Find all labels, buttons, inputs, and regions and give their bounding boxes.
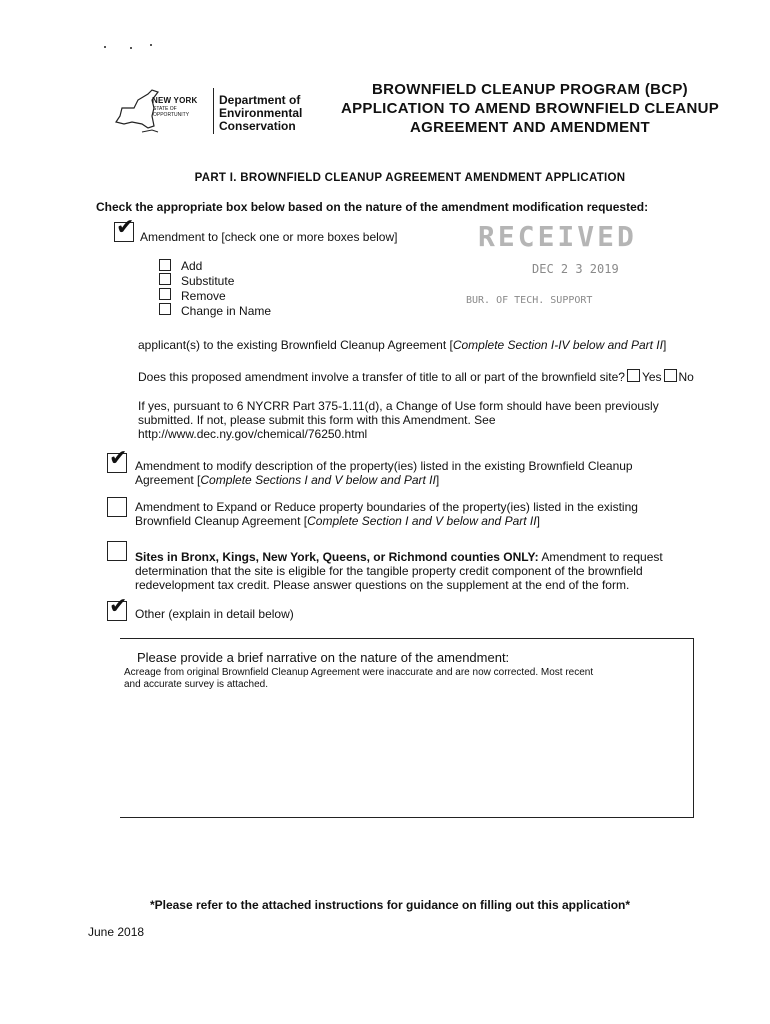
logo-divider xyxy=(213,88,214,134)
checkbox-modify-description[interactable] xyxy=(107,446,128,473)
narrative-text: Acreage from original Brownfield Cleanup Agreement were inaccurate and are now corrected. Most recent and accurate survey is attached. xyxy=(124,667,594,690)
sub-option-substitute-label: Substitute xyxy=(181,274,235,288)
applicant-text: applicant(s) to the existing Brownfield Cleanup Agreement [Complete Section I-IV below and Part II] xyxy=(138,338,667,352)
form-date: June 2018 xyxy=(88,925,145,939)
option-expand-reduce-label: Amendment to Expand or Reduce property boundaries of the property(ies) listed in the existing Brownfield Cleanup Agreement [Complete Section I and V below and Part II] xyxy=(135,500,638,528)
transfer-question: Does this proposed amendment involve a transfer of title to all or part of the brownfield site? Yes No xyxy=(138,370,694,384)
option-nyc-sites-label: Sites in Bronx, Kings, New York, Queens, or Richmond counties ONLY: Amendment to request determination that the site is eligible for the tangible property credit component of the brownfield redevelopment tax credit. Please answer questions on the supplement at the end of the form. xyxy=(135,550,663,592)
narrative-box[interactable] xyxy=(120,638,694,818)
scan-speck xyxy=(104,46,106,48)
option-amend-applicant-label: Amendment to [check one or more boxes below] xyxy=(140,230,398,244)
page-title: BROWNFIELD CLEANUP PROGRAM (BCP) APPLICATION TO AMEND BROWNFIELD CLEANUP AGREEMENT AND AMENDMENT xyxy=(340,81,720,136)
checkmark-icon: ✔ xyxy=(109,446,128,471)
received-stamp-office: BUR. OF TECH. SUPPORT xyxy=(466,295,593,306)
instructions-note: *Please refer to the attached instructions for guidance on filling out this application* xyxy=(149,898,631,912)
option-modify-description-label: Amendment to modify description of the property(ies) listed in the existing Brownfield Cleanup Agreement [Complete Sections I and V below and Part II] xyxy=(135,459,633,487)
checkbox-substitute[interactable] xyxy=(159,273,171,285)
instruction-text: Check the appropriate box below based on the nature of the amendment modification requested: xyxy=(96,200,649,214)
part-title: PART I. BROWNFIELD CLEANUP AGREEMENT AMENDMENT APPLICATION xyxy=(194,172,626,184)
checkbox-transfer-yes[interactable] xyxy=(627,369,640,382)
checkbox-other[interactable] xyxy=(107,594,128,621)
scan-speck xyxy=(150,44,152,46)
logo-state-name: NEW YORK xyxy=(152,96,198,105)
sub-option-add-label: Add xyxy=(181,259,203,273)
sub-option-remove-label: Remove xyxy=(181,289,226,303)
checkbox-expand-reduce[interactable] xyxy=(107,497,127,517)
sub-option-change-in-name-label: Change in Name xyxy=(181,304,272,318)
checkbox-add[interactable] xyxy=(159,259,171,271)
checkmark-icon: ✔ xyxy=(109,594,128,619)
checkmark-icon: ✔ xyxy=(116,215,135,240)
checkbox-amend-applicant[interactable] xyxy=(114,215,135,242)
change-of-use-link[interactable]: http://www.dec.ny.gov/chemical/76250.html xyxy=(138,427,368,441)
change-of-use-note: If yes, pursuant to 6 NYCRR Part 375-1.11(d), a Change of Use form should have been previously submitted. If not, please submit this form with this Amendment. See http://www.dec.ny.gov/chemical/76250.html xyxy=(138,399,659,441)
logo-tagline: STATE OF OPPORTUNITY xyxy=(153,106,190,118)
option-other-label: Other (explain in detail below) xyxy=(135,607,294,621)
received-stamp-date: DEC 2 3 2019 xyxy=(532,262,619,276)
narrative-label: Please provide a brief narrative on the nature of the amendment: xyxy=(137,650,510,665)
checkbox-transfer-no[interactable] xyxy=(664,369,677,382)
checkbox-remove[interactable] xyxy=(159,288,171,300)
checkbox-change-in-name[interactable] xyxy=(159,303,171,315)
checkbox-nyc-sites[interactable] xyxy=(107,541,127,561)
scan-speck xyxy=(130,47,132,49)
received-stamp: RECEIVED xyxy=(478,220,637,253)
department-name: Department of Environmental Conservation xyxy=(219,93,303,133)
